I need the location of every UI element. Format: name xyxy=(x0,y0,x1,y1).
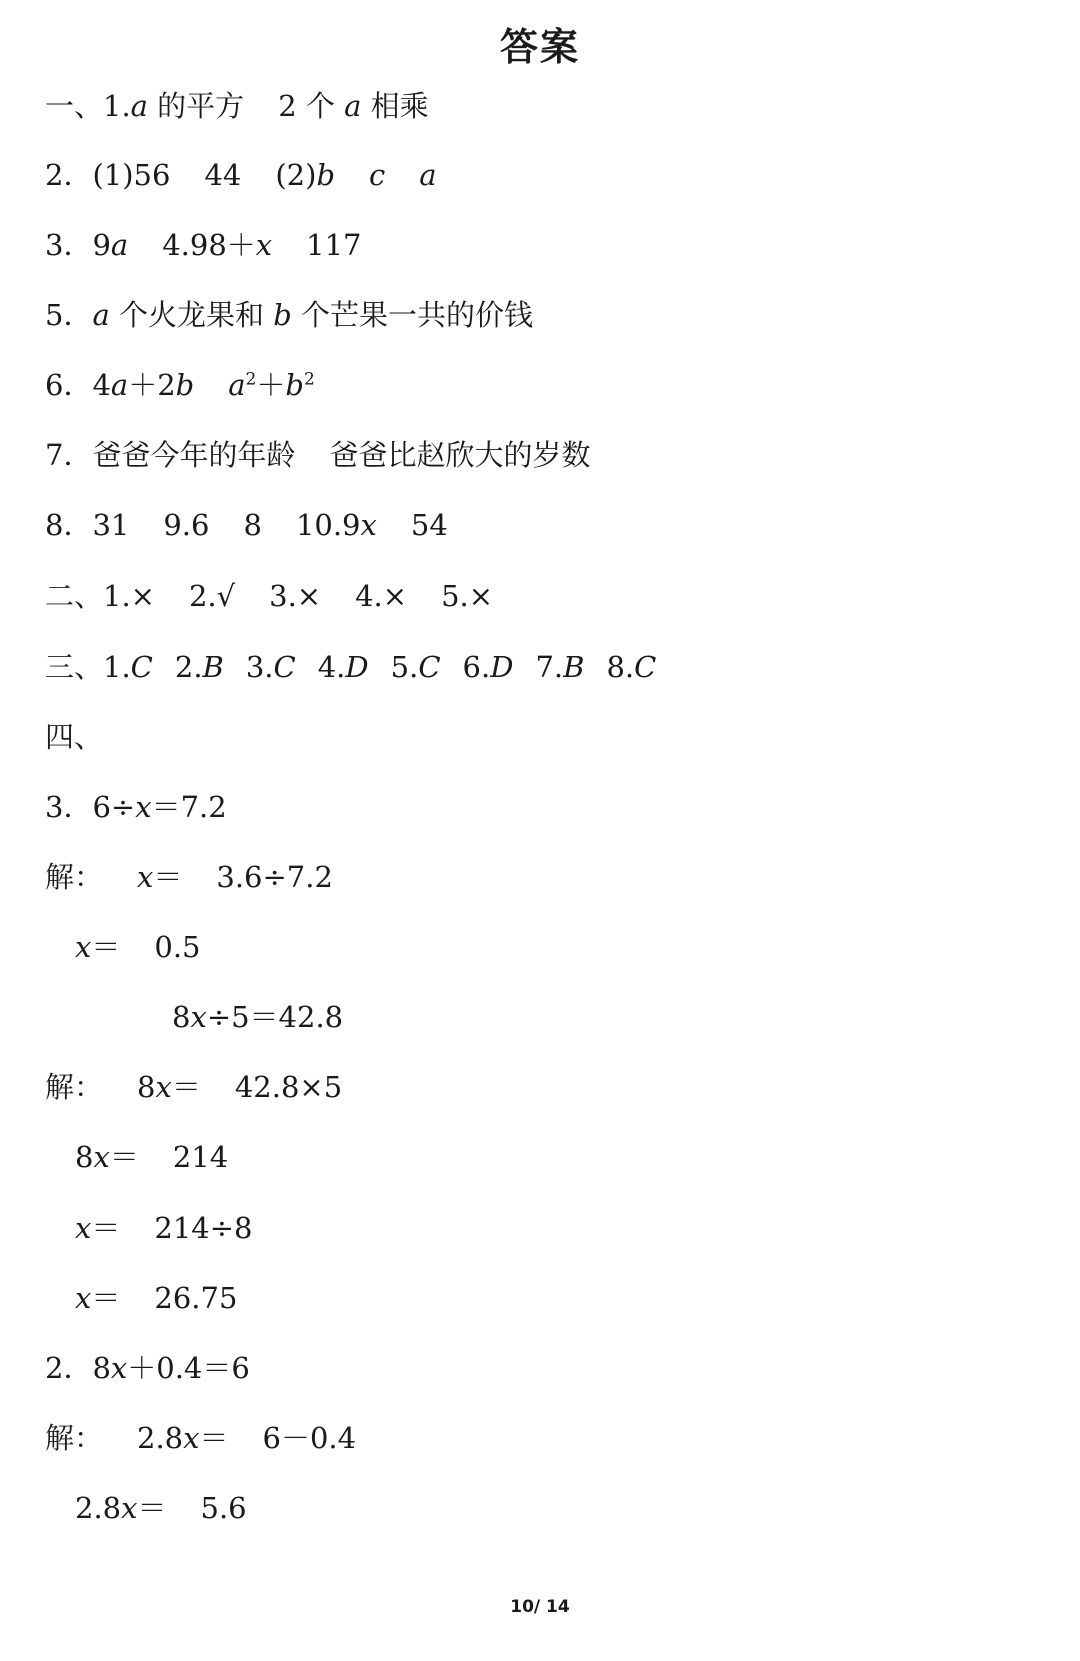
page-title: 答案 xyxy=(499,25,580,69)
section-four-heading: 四、 xyxy=(45,720,104,754)
answer-line-5: 5．a 个火龙果和 b 个芒果一共的价钱 xyxy=(45,298,533,332)
answer-line-7: 7．爸爸今年的年龄 爸爸比赵欣大的岁数 xyxy=(45,438,591,472)
solution-step: 解： x＝ 3.6÷7.2 xyxy=(45,860,333,894)
answer-line-choice: 三、1.C 2.B 3.C 4.D 5.C 6.D 7.B 8.C xyxy=(45,650,657,684)
answer-line-judgement: 二、1.× 2.√ 3.× 4.× 5.× xyxy=(45,579,494,613)
solution-step: 解： 8x＝ 42.8×5 xyxy=(45,1070,343,1104)
answer-line-2: 2．(1)56 44 (2)b c a xyxy=(45,158,437,192)
solution-step: x＝ 0.5 xyxy=(75,930,201,964)
solution-step: 解： 2.8x＝ 6－0.4 xyxy=(45,1421,357,1455)
equation-3: 3．6÷x＝7.2 xyxy=(45,790,227,824)
answer-line-8: 8．31 9.6 8 10.9x 54 xyxy=(45,508,448,542)
answer-line-1: 一、1.a 的平方 2 个 a 相乘 xyxy=(45,89,429,123)
equation-2: 2．8x＋0.4＝6 xyxy=(45,1351,250,1385)
answer-line-6: 6．4a＋2b $a^2+b^2$ xyxy=(45,368,315,402)
equation-second: 8x÷5＝42.8 xyxy=(172,1000,344,1034)
answer-line-3: 3．9a 4.98＋x 117 xyxy=(45,228,362,262)
solution-step: x＝ 214÷8 xyxy=(75,1211,253,1245)
solution-step: 8x＝ 214 xyxy=(75,1140,229,1174)
page-number: 10/ 14 xyxy=(510,1597,570,1617)
solution-step: 2.8x＝ 5.6 xyxy=(75,1491,247,1525)
solution-step: x＝ 26.75 xyxy=(75,1281,238,1315)
